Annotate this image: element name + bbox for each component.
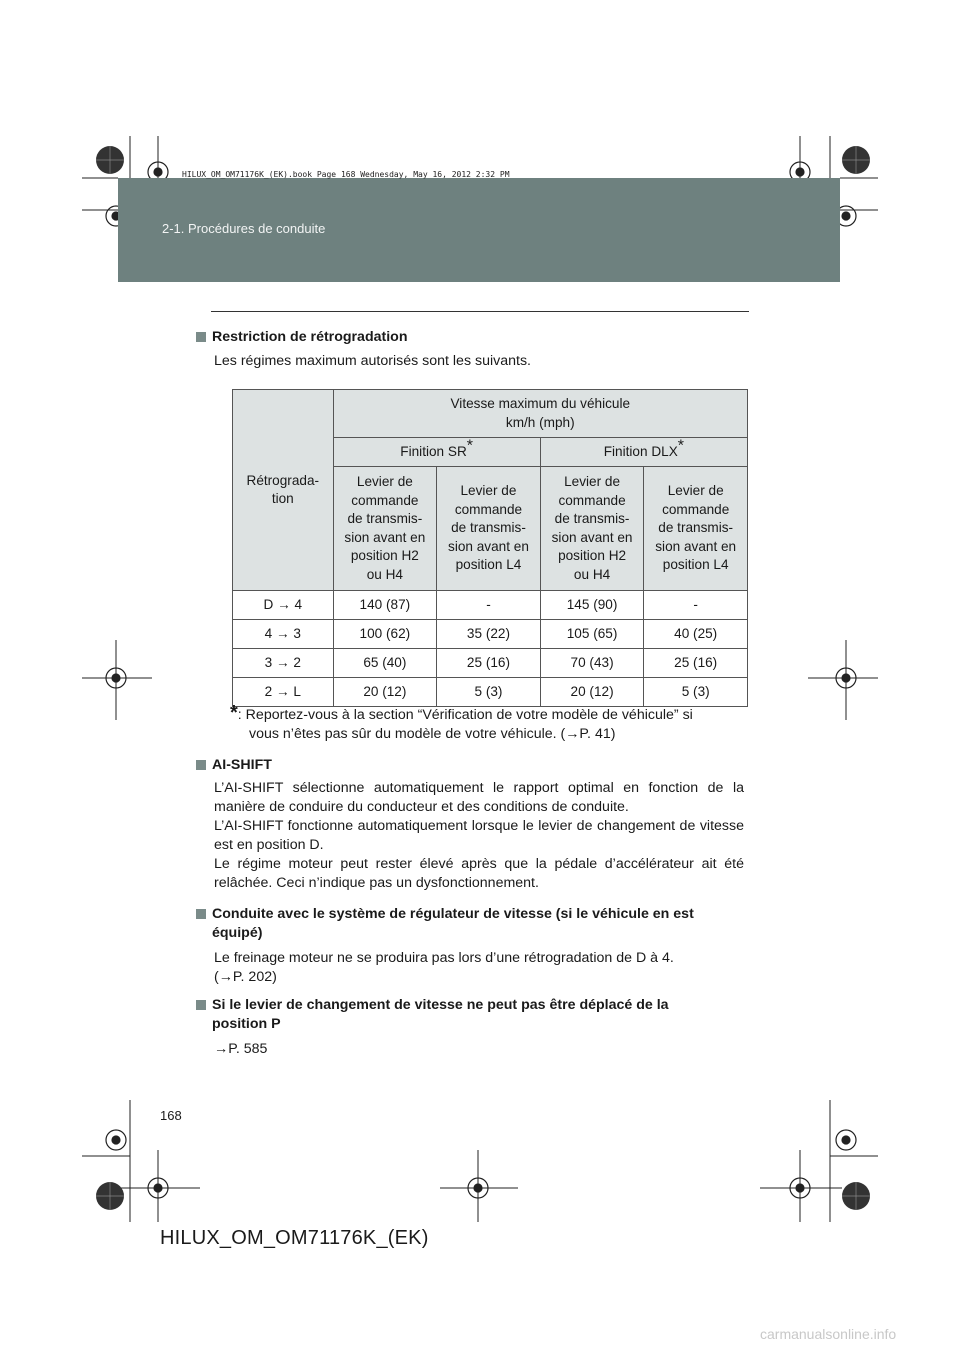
speed-header: Vitesse maximum du véhicule km/h (mph) [333, 390, 747, 438]
trim-sr-header: Finition SR* [333, 438, 540, 467]
heading-shiftlever: Si le levier de changement de vitesse ne peut pas être déplacé de la position P [196, 996, 744, 1034]
shiftlever-ref: →P. 585 [214, 1041, 268, 1057]
trim-dlx-header: Finition DLX* [540, 438, 747, 467]
page-number: 168 [160, 1108, 182, 1123]
heading-aishift: AI-SHIFT [196, 756, 744, 775]
lever-l4-header: Levier de commande de transmis- sion avant en position L4 [644, 467, 748, 591]
book-code: HILUX_OM_OM71176K_(EK) [160, 1227, 429, 1249]
heading-cruise: Conduite avec le système de régulateur de vitesse (si le véhicule en est équipé) [196, 905, 744, 943]
square-bullet-icon [196, 1000, 206, 1010]
aishift-p3: Le régime moteur peut rester élevé après que la pédale d’accélérateur ait été relâchée. Ceci n’indique pas un dysfonctionnement. [214, 856, 744, 891]
square-bullet-icon [196, 332, 206, 342]
downshift-intro: Les régimes maximum autorisés sont les suivants. [214, 353, 531, 369]
cruise-section [196, 905, 744, 987]
heading-downshift: Restriction de rétrogradation [196, 328, 744, 347]
footnote-asterisk: * [230, 702, 238, 724]
lever-h2-header: Levier de commande de transmis- sion avant en position H2 ou H4 [540, 467, 644, 591]
col-downshift-header: Rétrograda- tion [233, 390, 334, 591]
header-rule [211, 311, 749, 312]
table-row: 3 → 2 65 (40) 25 (16) 70 (43) 25 (16) [233, 649, 748, 678]
table-row: 4 → 3 100 (62) 35 (22) 105 (65) 40 (25) [233, 620, 748, 649]
watermark: carmanualsonline.info [760, 1326, 897, 1342]
aishift-section [196, 756, 744, 893]
table-footnote: *: Reportez-vous à la section “Vérification de votre modèle de véhicule” si vous n’êtes pas sûr du modèle de votre véhicule. (→P. 41) [230, 702, 693, 742]
square-bullet-icon [196, 909, 206, 919]
square-bullet-icon [196, 760, 206, 770]
shiftlever-section [196, 996, 744, 1059]
main-content [196, 328, 744, 371]
section-title: 2-1. Procédures de conduite [162, 221, 326, 236]
file-stamp: HILUX_OM_OM71176K_(EK).book Page 168 Wednesday, May 16, 2012 2:32 PM [182, 170, 510, 179]
downshift-speed-table [232, 389, 748, 707]
lever-l4-header: Levier de commande de transmis- sion avant en position L4 [437, 467, 541, 591]
aishift-p1: L’AI-SHIFT sélectionne automatiquement le rapport optimal en fonction de la manière de conduire du conducteur et des conditions de conduite. [214, 780, 744, 815]
table-row: D → 4 140 (87) - 145 (90) - [233, 591, 748, 620]
lever-h2-header: Levier de commande de transmis- sion avant en position H2 ou H4 [333, 467, 437, 591]
aishift-p2: L’AI-SHIFT fonctionne automatiquement lorsque le levier de changement de vitesse est en position D. [214, 818, 744, 853]
table-row: 2 → L 20 (12) 5 (3) 20 (12) 5 (3) [233, 678, 748, 707]
cruise-body: Le freinage moteur ne se produira pas lors d’une rétrogradation de D à 4. (→P. 202) [214, 950, 674, 985]
